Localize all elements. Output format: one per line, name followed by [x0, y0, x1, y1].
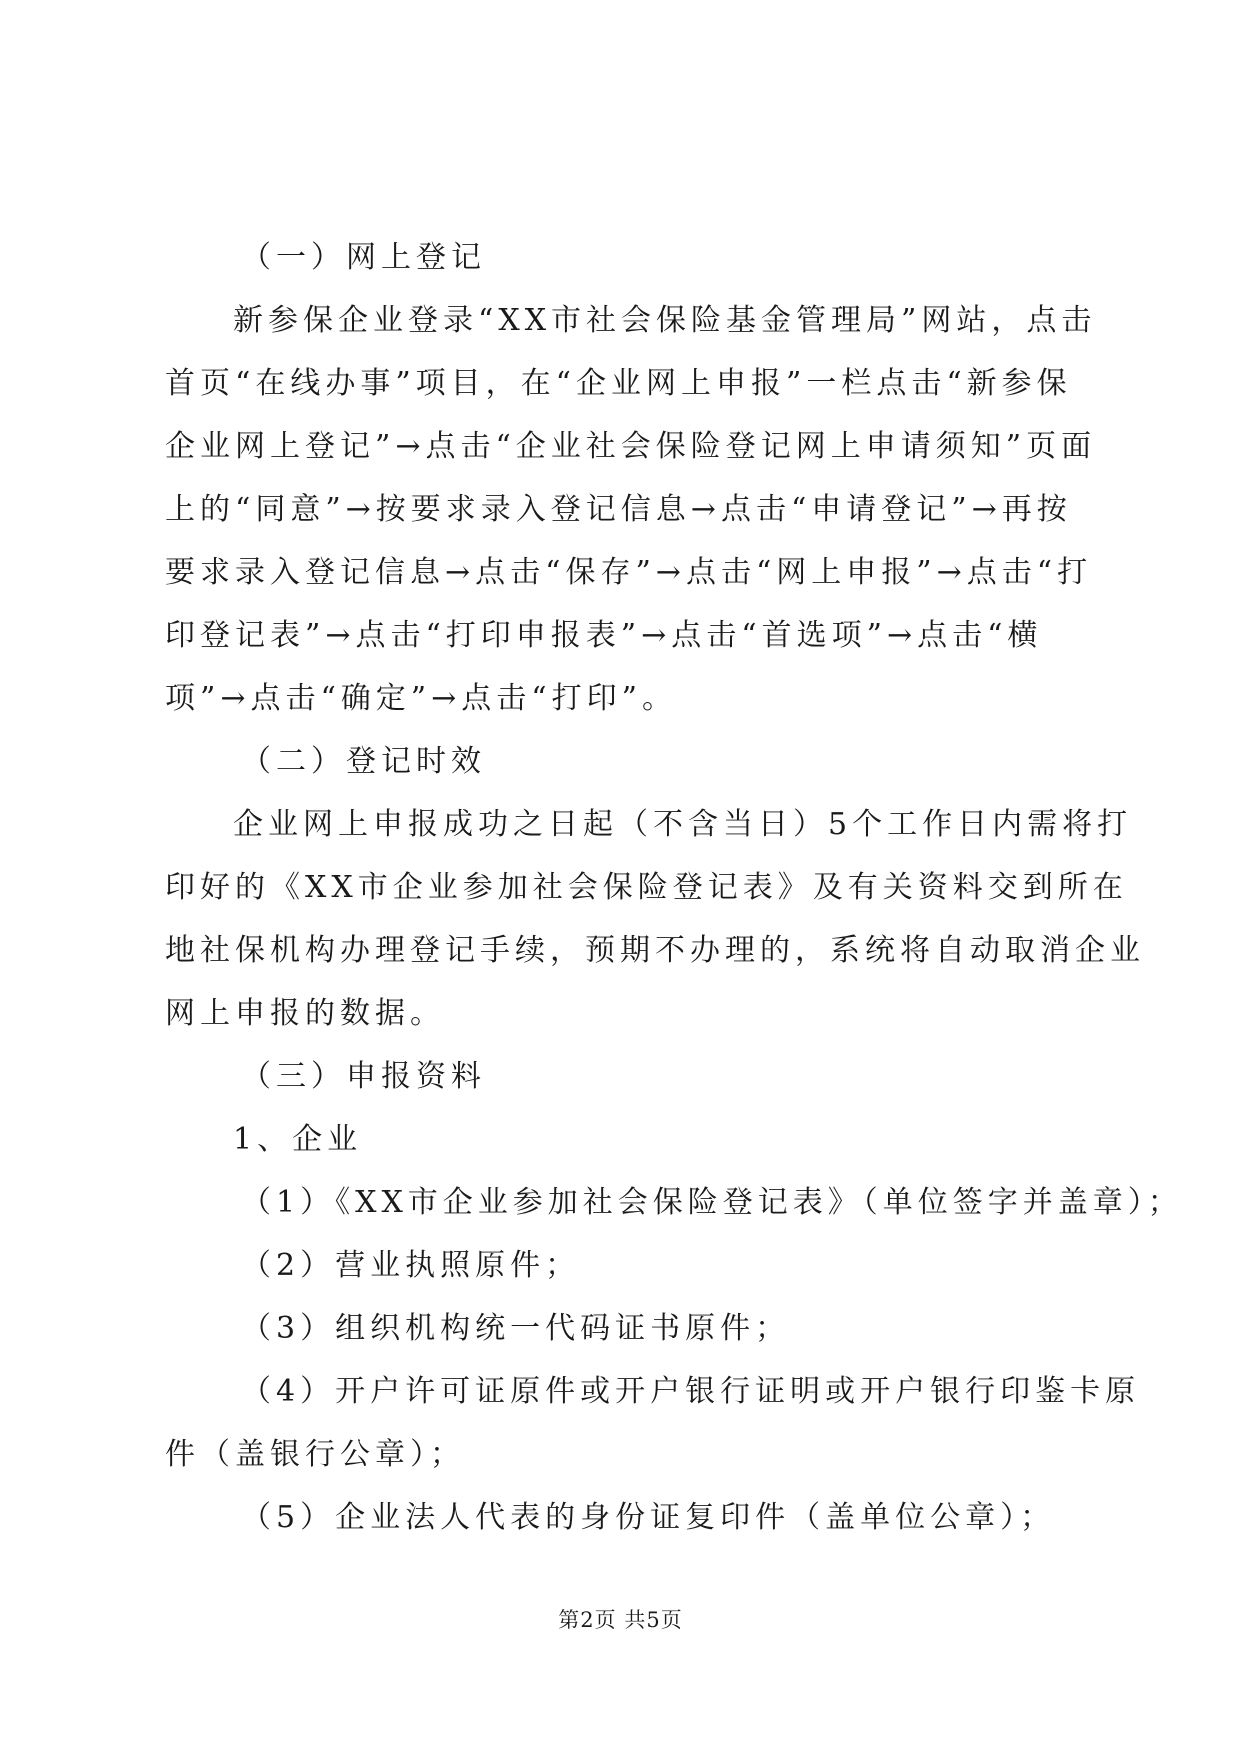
- paragraph-line: 地社保机构办理登记手续，预期不办理的，系统将自动取消企业: [165, 933, 1145, 968]
- list-item: （2）营业执照原件；: [241, 1248, 581, 1283]
- paragraph-line: 首页“在线办事”项目，在“企业网上申报”一栏点击“新参保: [165, 366, 1072, 401]
- section-heading-application-materials: （三）申报资料: [241, 1059, 486, 1094]
- paragraph-line: 印好的《XX市企业参加社会保险登记表》及有关资料交到所在: [165, 870, 1128, 905]
- paragraph-line: 新参保企业登录“XX市社会保险基金管理局”网站，点击: [233, 303, 1097, 338]
- list-item: （3）组织机构统一代码证书原件；: [241, 1311, 791, 1346]
- paragraph-line: 要求录入登记信息→点击“保存”→点击“网上申报”→点击“打: [165, 555, 1093, 590]
- paragraph-line: 上的“同意”→按要求录入登记信息→点击“申请登记”→再按: [165, 492, 1072, 527]
- paragraph-line: 网上申报的数据。: [165, 996, 445, 1031]
- paragraph-line: 印登记表”→点击“打印申报表”→点击“首选项”→点击“横: [165, 618, 1043, 653]
- paragraph-line: 项”→点击“确定”→点击“打印”。: [165, 681, 677, 716]
- list-item-continuation: 件（盖银行公章）；: [165, 1437, 465, 1472]
- subheading-enterprise: 1、企业: [233, 1122, 363, 1157]
- list-item: （4）开户许可证原件或开户银行证明或开户银行印鉴卡原: [241, 1374, 1141, 1409]
- document-body: [165, 226, 1183, 1549]
- paragraph-line: 企业网上登记”→点击“企业社会保险登记网上申请须知”页面: [165, 429, 1097, 464]
- paragraph-line: 企业网上申报成功之日起（不含当日）5个工作日内需将打: [233, 807, 1133, 842]
- list-item: （1）《XX市企业参加社会保险登记表》（单位签字并盖章）；: [241, 1185, 1183, 1220]
- list-item: （5）企业法人代表的身份证复印件（盖单位公章）；: [241, 1500, 1056, 1535]
- page-number-footer: 第2页 共5页: [558, 1608, 683, 1632]
- section-heading-online-registration: （一）网上登记: [241, 240, 486, 275]
- section-heading-registration-validity: （二）登记时效: [241, 744, 486, 779]
